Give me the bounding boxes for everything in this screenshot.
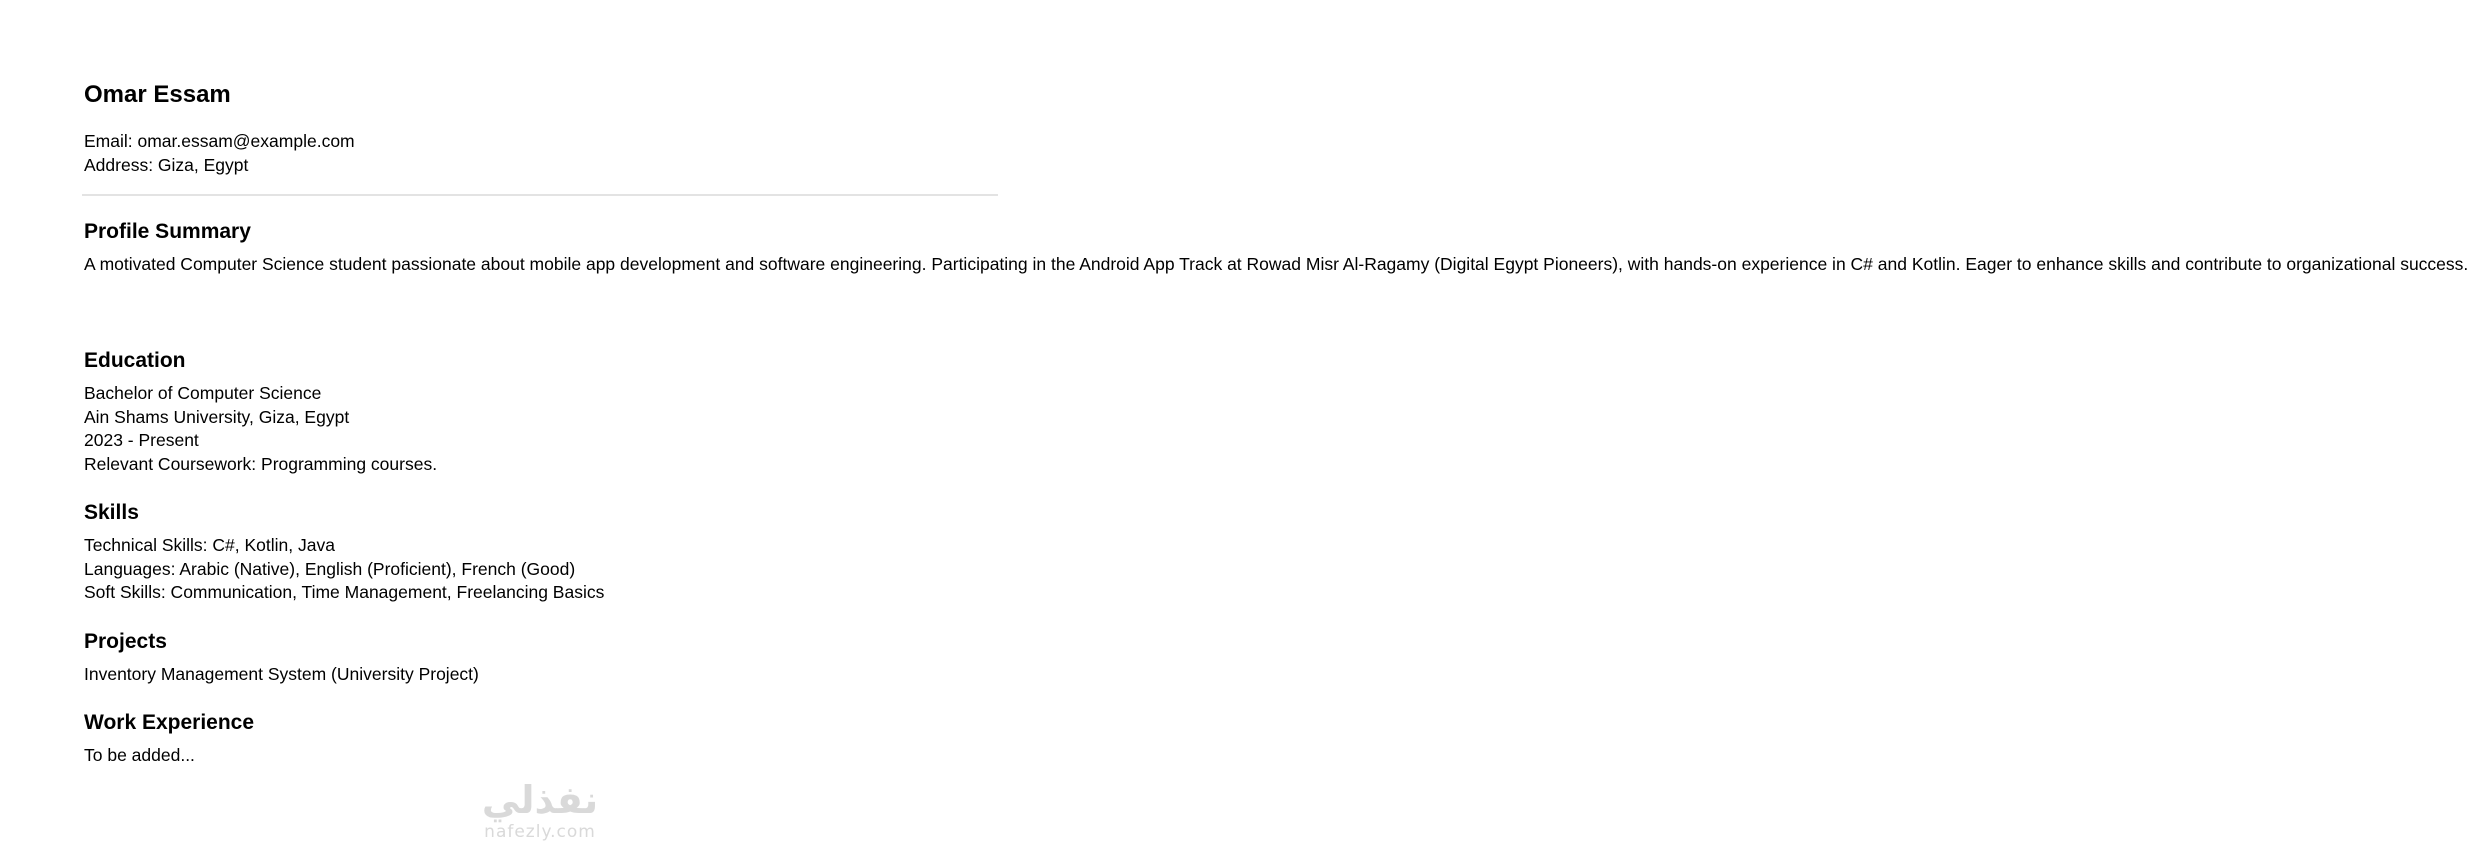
nafezly-watermark: [470, 778, 610, 850]
watermark-site: nafezly.com: [484, 822, 596, 842]
education-heading: Education: [84, 349, 186, 372]
address-line: Address: Giza, Egypt: [84, 155, 249, 175]
soft-skills-line: Soft Skills: Communication, Time Management, Freelancing Basics: [84, 582, 605, 603]
technical-skills-line: Technical Skills: C#, Kotlin, Java: [84, 535, 335, 555]
work-experience-section: [84, 710, 984, 768]
project-line: Inventory Management System (University Project): [84, 664, 479, 684]
coursework-line: Relevant Coursework: Programming courses.: [84, 453, 438, 474]
watermark-logo: نفذلي: [481, 778, 599, 822]
university-line: Ain Shams University, Giza, Egypt: [84, 406, 350, 427]
email-line: Email: omar.essam@example.com: [84, 131, 355, 151]
work-experience-line: To be added...: [84, 745, 195, 765]
header-divider: [82, 194, 998, 196]
projects-section: [84, 629, 984, 687]
profile-summary-section: [84, 219, 2468, 277]
skills-heading: Skills: [84, 501, 139, 524]
candidate-name: Omar Essam: [84, 81, 231, 108]
contact-info: [84, 129, 355, 177]
degree-line: Bachelor of Computer Science: [84, 383, 322, 403]
profile-summary-text: A motivated Computer Science student passionate about mobile app development and software engineering. Participating in the Android App Track at Rowad Misr Al-Ragamy (Digital Egypt Pioneers), with hands-on experience in C# and Kotlin. Eager to enhance skills and contribute to organizational success.: [84, 254, 2468, 274]
work-experience-heading: Work Experience: [84, 711, 255, 734]
skills-section: [84, 500, 984, 605]
education-dates-line: 2023 - Present: [84, 430, 199, 451]
profile-summary-heading: Profile Summary: [84, 220, 251, 243]
education-section: [84, 348, 984, 476]
projects-heading: Projects: [84, 630, 167, 653]
languages-line: Languages: Arabic (Native), English (Proficient), French (Good): [84, 558, 576, 579]
